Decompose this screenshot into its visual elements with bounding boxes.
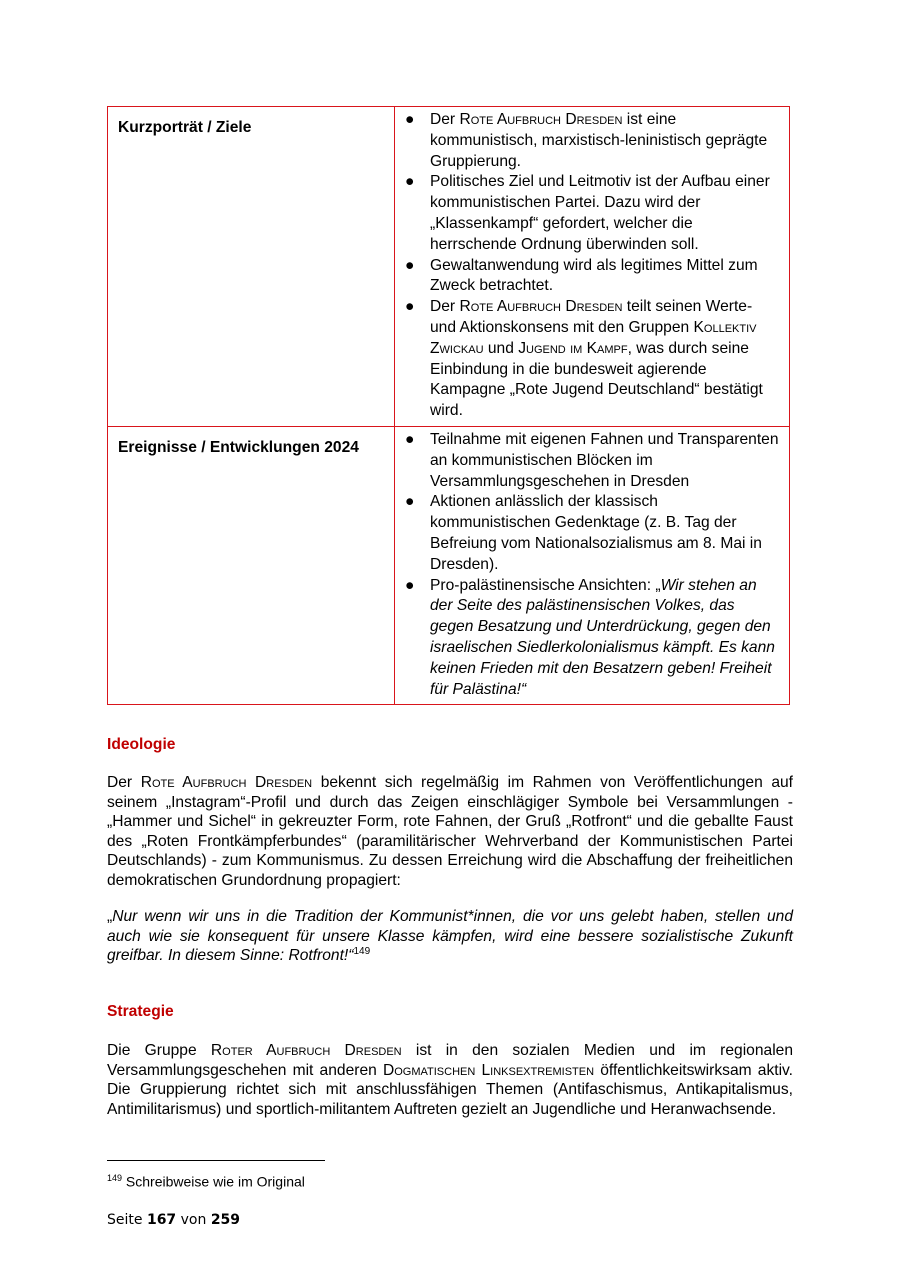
row-content <box>395 426 790 704</box>
bullet-icon: ● <box>405 256 415 274</box>
row-label: Ereignisse / Entwicklungen 2024 <box>108 426 395 704</box>
table-row <box>108 107 790 427</box>
strategie-paragraph: Die Gruppe Roter Aufbruch Dresden ist in den sozialen Medien und im regionalen Versammlungsgeschehen mit anderen Dogmatischen Linksextremisten öffentlichkeitswirksam aktiv. Die Gruppierung richtet sich mit anschlussfähigen Themen (Antifaschismus, Antikapitalismus, Antimilitarismus) und sportlich-militantem Auftreten gezielt an Jugendliche und Heranwachsende. <box>107 1042 794 1118</box>
footnote-reference[interactable]: 149 <box>353 946 371 957</box>
list-item: ● Politisches Ziel und Leitmotiv ist der Aufbau einer kommunistischen Partei. Dazu wird der „Klassenkampf“ gefordert, welcher die herrschende Ordnung überwinden soll. <box>405 173 770 253</box>
list-item: ● Aktionen anlässlich der klassisch kommunistischen Gedenktage (z. B. Tag der Befreiung vom Nationalsozialismus am 8. Mai in Dresden). <box>405 493 762 573</box>
section-heading-strategie: Strategie <box>107 1003 174 1020</box>
section-heading-ideologie: Ideologie <box>107 736 176 753</box>
bullet-icon: ● <box>405 576 415 594</box>
bullet-icon: ● <box>405 493 415 511</box>
footnote: $^{149}$ Schreibweise wie im Original <box>107 1173 305 1190</box>
profile-table <box>107 106 790 705</box>
list-item: ● Pro-palästinensische Ansichten: „Wir stehen an der Seite des palästinensischen Volkes, das gegen Besatzung und Unterdrückung, gegen den israelischen Siedlerkolonialismus kämpft. Es kann keinen Frieden mit den Besatzern geben! Freiheit für Palästina!“ <box>405 576 775 698</box>
footnote-divider <box>107 1160 325 1161</box>
bullet-icon: ● <box>405 430 415 448</box>
bullet-icon: ● <box>405 173 415 191</box>
row-label: Kurzporträt / Ziele <box>108 107 395 427</box>
table-row <box>108 426 790 704</box>
bullet-icon: ● <box>405 111 415 128</box>
list-item: ● Der Rote Aufbruch Dresden teilt seinen Werte- und Aktionskonsens mit den Gruppen Kollektiv Zwickau und Jugend im Kampf, was durch seine Einbindung in die bundesweit agierende Kampagne „Rote Jugend Deutschland“ bestätigt wird. <box>405 298 763 420</box>
page-number: Seite 167 von 259 <box>107 1212 241 1228</box>
bullet-list <box>395 430 781 700</box>
row-content <box>395 107 790 427</box>
list-item: ● Gewaltanwendung wird als legitimes Mittel zum Zweck betrachtet. <box>405 256 758 295</box>
list-item: ● Der Rote Aufbruch Dresden ist eine kommunistisch, marxistisch-leninistisch geprägte Gruppierung. <box>405 111 768 170</box>
bullet-list <box>395 110 781 422</box>
ideologie-paragraph: Der Rote Aufbruch Dresden bekennt sich regelmäßig im Rahmen von Veröffentlichungen auf seinem „Instagram“-Profil und durch das Zeigen einschlägiger Symbole bei Versammlungen - „Hammer und Sichel“ in gekreuzter Form, rote Fahnen, der Gruß „Rotfront“ und die geballte Faust des „Roten Frontkämpferbundes“ (paramilitärischer Wehrverband der Kommunistischen Partei Deutschlands) - zum Kommunismus. Zu dessen Erreichung wird die Abschaffung der freiheitlichen demokratischen Grundordnung propagiert: <box>107 774 793 889</box>
list-item: ● Teilnahme mit eigenen Fahnen und Transparenten an kommunistischen Blöcken im Versammlungsgeschehen in Dresden <box>405 430 779 490</box>
bullet-icon: ● <box>405 298 415 316</box>
ideologie-quote: „Nur wenn wir uns in die Tradition der Kommunist*innen, die vor uns gelebt haben, stellen und auch wie sie konsequent für unsere Klasse kämpfen, wird eine bessere sozialistische Zukunft greifbar. In diesem Sinne: Rotfront!“$^{149}$ <box>107 908 793 965</box>
